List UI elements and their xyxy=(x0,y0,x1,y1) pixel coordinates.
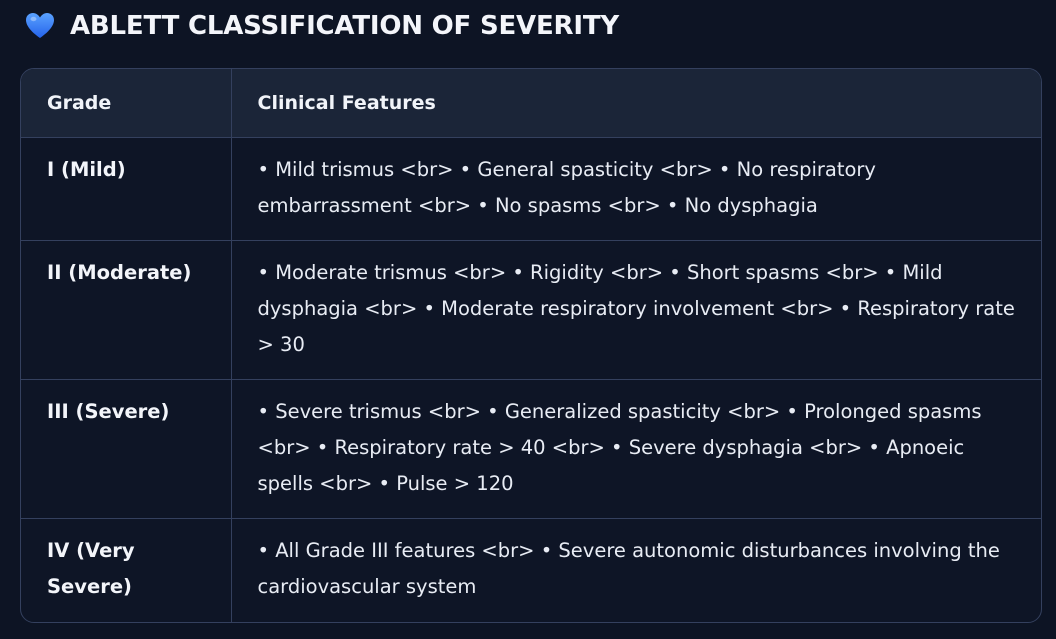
blue-heart-icon xyxy=(24,10,56,42)
table-row xyxy=(21,137,1041,240)
features-cell: • Severe trismus <br> • Generalized spasticity <br> • Prolonged spasms <br> • Respiratory rate > 40 <br> • Severe dysphagia <br> • Apnoeic spells <br> • Pulse > 120 xyxy=(231,379,1041,518)
column-header-clinical-features: Clinical Features xyxy=(231,69,1041,137)
grade-cell: I (Mild) xyxy=(47,157,126,181)
table-row xyxy=(21,379,1041,518)
column-header-grade: Grade xyxy=(47,91,112,114)
classification-table xyxy=(20,68,1042,623)
table-row xyxy=(21,518,1041,622)
table-header-row xyxy=(21,69,1041,137)
table-row xyxy=(21,240,1041,379)
page-header xyxy=(24,10,619,42)
page-title: ABLETT CLASSIFICATION OF SEVERITY xyxy=(70,11,619,41)
grade-cell: III (Severe) xyxy=(47,399,170,423)
features-cell: • Moderate trismus <br> • Rigidity <br> • Short spasms <br> • Mild dysphagia <br> • Moderate respiratory involvement <br> • Respiratory rate > 30 xyxy=(231,240,1041,379)
features-cell: • All Grade III features <br> • Severe autonomic disturbances involving the cardiovascular system xyxy=(231,518,1041,622)
grade-cell: IV (Very Severe) xyxy=(47,538,135,598)
features-cell: • Mild trismus <br> • General spasticity <br> • No respiratory embarrassment <br> • No spasms <br> • No dysphagia xyxy=(231,137,1041,240)
grade-cell: II (Moderate) xyxy=(47,260,192,284)
